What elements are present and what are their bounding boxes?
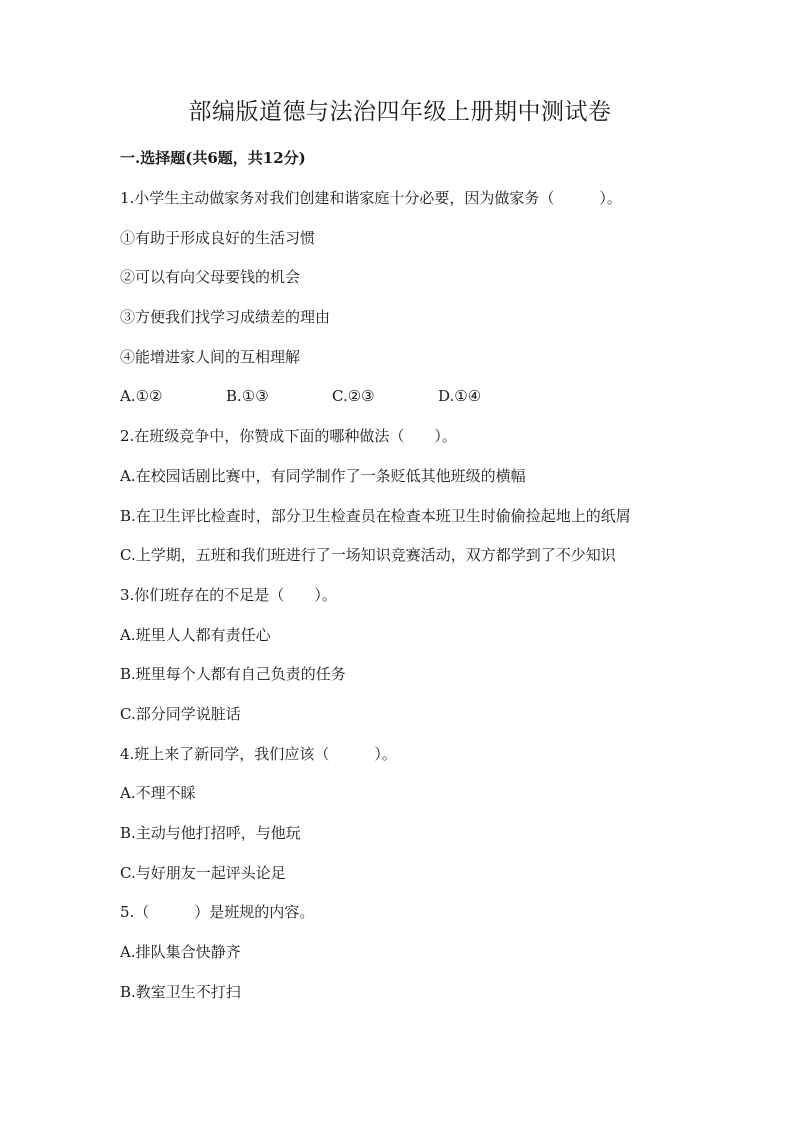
question-3-option-a[interactable]: A.班里人人都有责任心 bbox=[120, 625, 271, 644]
question-4-option-c[interactable]: C.与好朋友一起评头论足 bbox=[120, 863, 286, 882]
question-1-statement-4: ④能增进家人间的互相理解 bbox=[120, 347, 301, 366]
question-1-stem: 1.小学生主动做家务对我们创建和谐家庭十分必要，因为做家务（ ）。 bbox=[120, 189, 622, 207]
question-3-option-b[interactable]: B.班里每个人都有自己负责的任务 bbox=[120, 665, 346, 684]
question-1-options bbox=[120, 384, 740, 424]
question-1-statement-3: ③方便我们找学习成绩差的理由 bbox=[120, 308, 331, 327]
question-2-stem: 2.在班级竞争中，你赞成下面的哪种做法（ ）。 bbox=[120, 427, 457, 446]
question-4-stem: 4.班上来了新同学，我们应该（ ）。 bbox=[120, 744, 397, 763]
question-4-option-b[interactable]: B.主动与他打招呼，与他玩 bbox=[120, 824, 301, 842]
question-4-option-a[interactable]: A.不理不睬 bbox=[120, 784, 196, 803]
question-1-option-a[interactable]: A.①② bbox=[120, 387, 163, 406]
question-2-option-c[interactable]: C.上学期，五班和我们班进行了一场知识竞赛活动，双方都学到了不少知识 bbox=[120, 546, 616, 565]
question-1-option-c[interactable]: C.②③ bbox=[332, 387, 375, 406]
question-3-stem: 3.你们班存在的不足是（ ）。 bbox=[120, 585, 337, 604]
question-5-option-b[interactable]: B.教室卫生不打扫 bbox=[120, 982, 241, 1001]
question-1-statement-1: ①有助于形成良好的生活习惯 bbox=[120, 228, 316, 247]
question-2-option-b[interactable]: B.在卫生评比检查时，部分卫生检查员在检查本班卫生时偷偷捡起地上的纸屑 bbox=[120, 506, 631, 525]
question-1-option-b[interactable]: B.①③ bbox=[226, 387, 269, 406]
question-1-statement-2: ②可以有向父母要钱的机会 bbox=[120, 268, 301, 287]
section-heading-multiple-choice: 一.选择题(共6题，共12分) bbox=[120, 149, 306, 167]
question-1-option-d[interactable]: D.①④ bbox=[438, 387, 482, 406]
question-list bbox=[120, 186, 740, 1019]
question-3-option-c[interactable]: C.部分同学说脏话 bbox=[120, 704, 241, 723]
question-2-option-a[interactable]: A.在校园话剧比赛中，有同学制作了一条贬低其他班级的横幅 bbox=[120, 466, 526, 485]
exam-title: 部编版道德与法治四年级上册期中测试卷 bbox=[188, 99, 612, 125]
question-5-option-a[interactable]: A.排队集合快静齐 bbox=[120, 943, 241, 962]
question-5-stem: 5.（ ）是班规的内容。 bbox=[120, 903, 315, 922]
